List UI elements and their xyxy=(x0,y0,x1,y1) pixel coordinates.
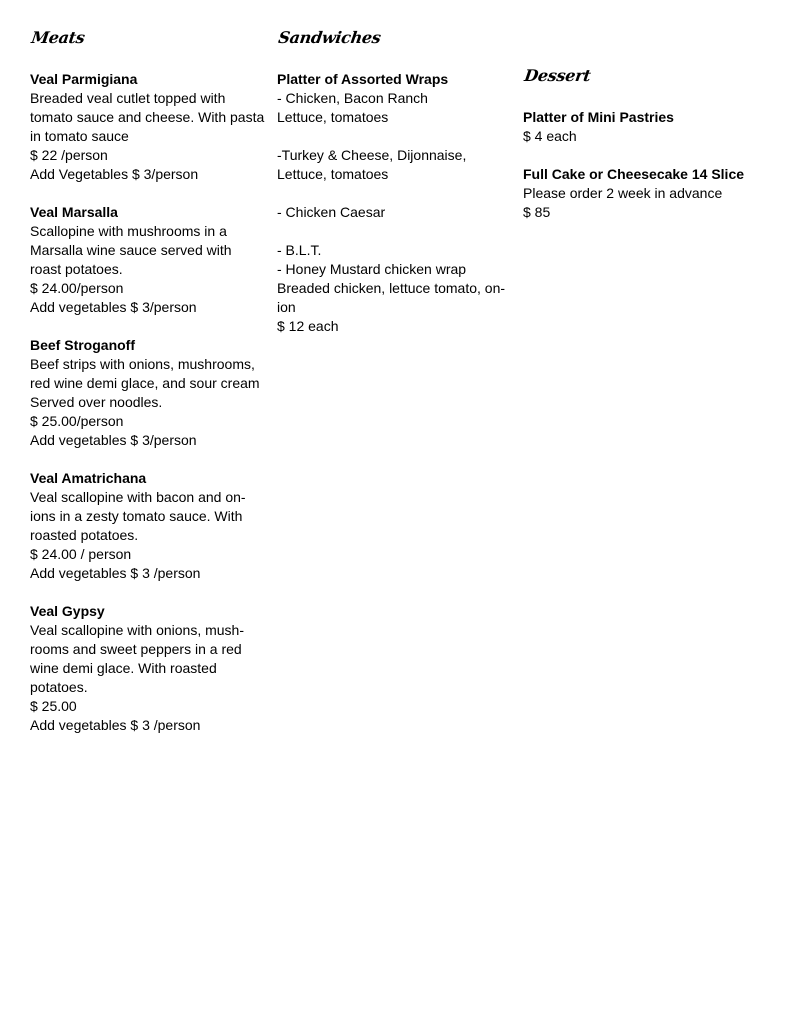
menu-item-text: $ 85 xyxy=(523,204,551,220)
menu-item-name: Veal Marsalla xyxy=(30,204,118,220)
menu-item-text: roast potatoes. xyxy=(30,261,123,277)
sandwiches-list xyxy=(277,70,517,336)
dessert-title: Dessert xyxy=(523,66,592,85)
menu-item-text: $ 24.00/person xyxy=(30,280,124,296)
menu-item-text: Served over noodles. xyxy=(30,394,163,410)
menu-item-name: Platter of Mini Pastries xyxy=(523,109,674,125)
menu-item-text: $ 4 each xyxy=(523,128,577,144)
menu-item-name: Veal Parmigiana xyxy=(30,71,138,87)
menu-item-text: ions in a zesty tomato sauce. With xyxy=(30,508,243,524)
menu-item-text: tomato sauce and cheese. With pasta xyxy=(30,109,265,125)
sandwiches-column xyxy=(277,28,517,355)
menu-item xyxy=(30,336,270,450)
menu-item-text: Beef strips with onions, mushrooms, xyxy=(30,356,255,372)
menu-item-text: - Chicken, Bacon Ranch xyxy=(277,90,428,106)
menu-item-text: $ 24.00 / person xyxy=(30,546,132,562)
menu-item xyxy=(523,165,763,222)
menu-item-text: Veal scallopine with onions, mush- xyxy=(30,622,245,638)
menu-item-text: in tomato sauce xyxy=(30,128,129,144)
dessert-list xyxy=(523,108,763,222)
menu-item-name: Veal Gypsy xyxy=(30,603,105,619)
menu-item-text: $ 22 /person xyxy=(30,147,108,163)
menu-item-text: Please order 2 week in advance xyxy=(523,185,723,201)
menu-item-text: wine demi glace. With roasted xyxy=(30,660,217,676)
meats-column xyxy=(30,28,270,754)
menu-item-text: Scallopine with mushrooms in a xyxy=(30,223,227,239)
menu-item-text: $ 25.00/person xyxy=(30,413,124,429)
menu-item xyxy=(277,70,517,127)
menu-item-text: Veal scallopine with bacon and on- xyxy=(30,489,246,505)
meats-title: Meats xyxy=(30,28,86,47)
menu-item xyxy=(523,108,763,146)
menu-item-text: Breaded chicken, lettuce tomato, on- xyxy=(277,280,506,296)
menu-item-name: Veal Amatrichana xyxy=(30,470,147,486)
menu-item-text: $ 25.00 xyxy=(30,698,77,714)
menu-item-text: Lettuce, tomatoes xyxy=(277,166,389,182)
menu-item-text: - Chicken Caesar xyxy=(277,204,386,220)
menu-item-text: Add Vegetables $ 3/person xyxy=(30,166,199,182)
menu-item xyxy=(30,203,270,317)
menu-item-text: rooms and sweet peppers in a red xyxy=(30,641,242,657)
menu-item-name: Beef Stroganoff xyxy=(30,337,135,353)
menu-item-text: potatoes. xyxy=(30,679,88,695)
menu-item xyxy=(30,602,270,735)
dessert-column xyxy=(523,66,763,241)
menu-item-text: -Turkey & Cheese, Dijonnaise, xyxy=(277,147,467,163)
menu-item xyxy=(277,146,517,184)
menu-item xyxy=(30,70,270,184)
menu-item xyxy=(277,241,517,336)
menu-item-text: Add vegetables $ 3 /person xyxy=(30,565,201,581)
menu-item-text: red wine demi glace, and sour cream xyxy=(30,375,260,391)
menu-item-name: Platter of Assorted Wraps xyxy=(277,71,449,87)
menu-item-name: Full Cake or Cheesecake 14 Slice xyxy=(523,166,745,182)
menu-item-text: ion xyxy=(277,299,296,315)
menu-item-text: Add vegetables $ 3/person xyxy=(30,432,197,448)
menu-item-text: Add vegetables $ 3/person xyxy=(30,299,197,315)
menu-item-text: Lettuce, tomatoes xyxy=(277,109,389,125)
menu-item-text: roasted potatoes. xyxy=(30,527,139,543)
meats-list xyxy=(30,70,270,735)
menu-item-text: Add vegetables $ 3 /person xyxy=(30,717,201,733)
menu-item-text: Breaded veal cutlet topped with xyxy=(30,90,226,106)
menu-item xyxy=(30,469,270,583)
menu-item-text: - Honey Mustard chicken wrap xyxy=(277,261,467,277)
sandwiches-title: Sandwiches xyxy=(277,28,382,47)
menu-item xyxy=(277,203,517,222)
menu-item-text: Marsalla wine sauce served with xyxy=(30,242,232,258)
menu-item-text: - B.L.T. xyxy=(277,242,322,258)
menu-item-text: $ 12 each xyxy=(277,318,339,334)
